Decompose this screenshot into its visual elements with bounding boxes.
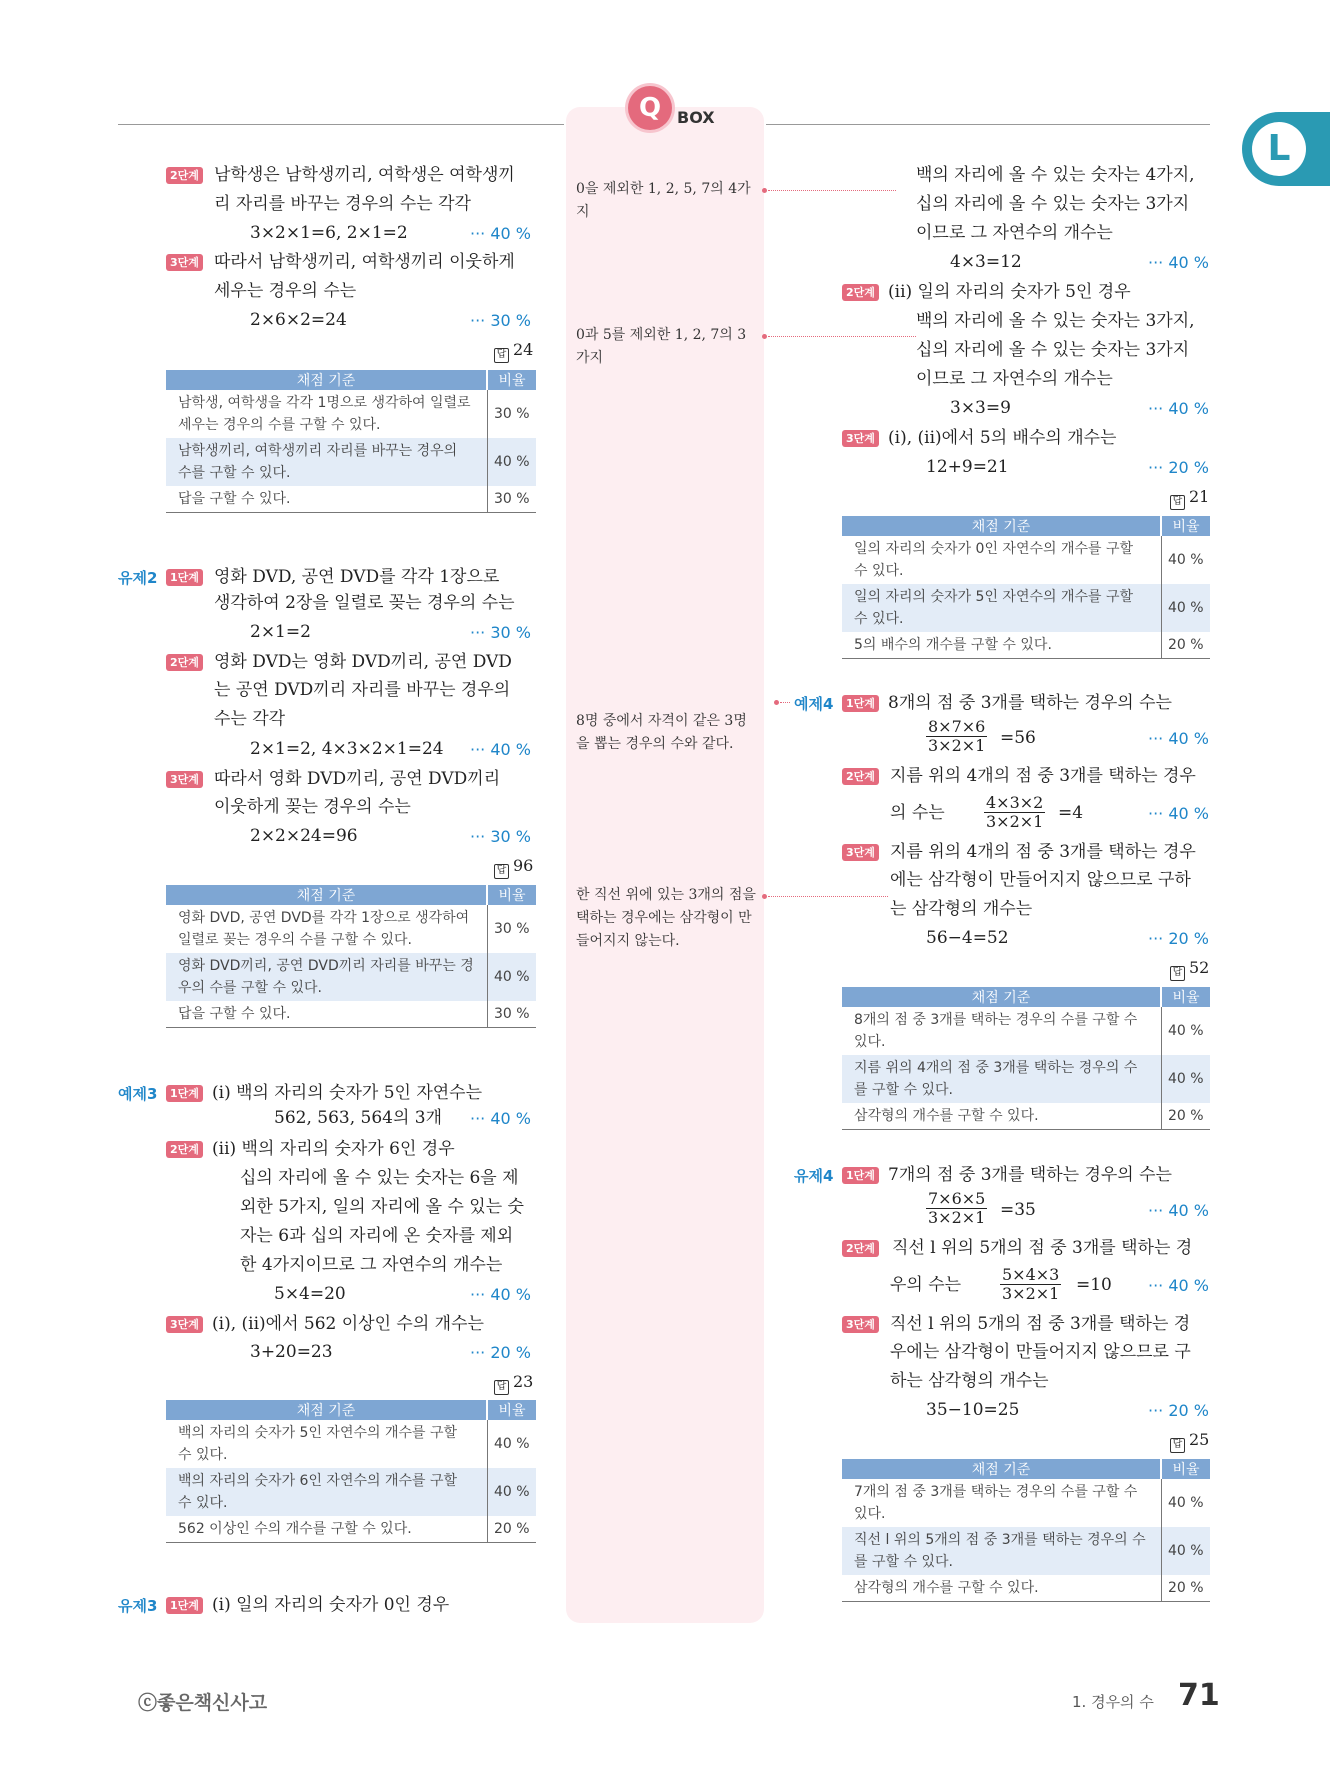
score-percent: ··· 40 % [470, 1285, 531, 1304]
criteria-header: 채점 기준 [166, 370, 487, 390]
ratio-header: 비율 [1161, 1459, 1210, 1479]
ratio-cell: 40 % [487, 438, 536, 486]
ratio-cell: 40 % [487, 953, 536, 1001]
score-percent: ··· 40 % [470, 224, 531, 243]
step-badge: 2단계 [166, 167, 203, 184]
table-header [842, 1459, 1210, 1479]
criteria-cell: 영화 DVD끼리, 공연 DVD끼리 자리를 바꾸는 경우의 수를 구할 수 있다. [166, 953, 487, 1001]
ratio-cell: 30 % [487, 905, 536, 953]
step-badge: 2단계 [166, 1141, 203, 1158]
answer-icon: 답 [494, 1380, 509, 1395]
equation: 56−4=52 [926, 928, 1009, 948]
score-percent: ··· 30 % [470, 827, 531, 846]
criteria-cell: 남학생끼리, 여학생끼리 자리를 바꾸는 경우의 수를 구할 수 있다. [166, 438, 487, 486]
equation: =10 [1076, 1275, 1112, 1295]
score-percent: ··· 40 % [1148, 399, 1209, 418]
text-line: 자는 6과 십의 자리에 온 숫자를 제외 [240, 1226, 514, 1246]
ratio-cell: 40 % [1161, 1007, 1210, 1055]
criteria-cell: 남학생, 여학생을 각각 1명으로 생각하여 일렬로 세우는 경우의 수를 구할 수 있다. [178, 395, 471, 433]
example-label: 예제4 [794, 695, 834, 713]
equation: 2×6×2=24 [250, 310, 347, 330]
table-row [842, 1575, 1210, 1602]
table-row [842, 1055, 1210, 1103]
ratio-header: 비율 [487, 370, 536, 390]
equation: 4×3=12 [950, 252, 1022, 272]
criteria-table [842, 516, 1210, 659]
note-leader [780, 702, 790, 703]
header-rule-left [118, 124, 564, 125]
side-note: 0과 5를 제외한 1, 2, 7의 3가지 [576, 327, 747, 366]
note-pointer [774, 700, 779, 705]
page-number: 71 [1178, 1678, 1220, 1713]
equation: 3+20=23 [250, 1342, 333, 1362]
criteria-table [166, 885, 536, 1028]
text-line: 하는 삼각형의 개수는 [890, 1371, 1049, 1391]
criteria-table [166, 1400, 536, 1543]
fraction: $\frac{7\times 6\times 5}{3\times 2\times 1}$ [928, 1189, 986, 1227]
step-badge: 3단계 [842, 430, 879, 447]
equation: =4 [1058, 803, 1084, 823]
side-note: 0을 제외한 1, 2, 5, 7의 4가지 [576, 181, 751, 220]
table-row [166, 1468, 536, 1516]
step-badge: 1단계 [842, 1167, 879, 1184]
ratio-cell: 40 % [1161, 1479, 1210, 1527]
equation: 2×1=2, 4×3×2×1=24 [250, 739, 444, 759]
table-row [166, 905, 536, 953]
score-percent: ··· 40 % [1148, 804, 1209, 823]
criteria-cell: 답을 구할 수 있다. [166, 1001, 487, 1028]
answer: 답 96 [494, 856, 533, 879]
note-pointer [762, 188, 767, 193]
criteria-cell: 백의 자리의 숫자가 6인 자연수의 개수를 구할 수 있다. [166, 1468, 487, 1516]
score-percent: ··· 40 % [470, 740, 531, 759]
equation: 562, 563, 564의 3개 [274, 1108, 443, 1128]
table-header [166, 370, 536, 390]
answer: 답 23 [494, 1372, 533, 1395]
score-percent: ··· 20 % [1148, 1401, 1209, 1420]
table-row [166, 438, 536, 486]
criteria-cell: 영화 DVD, 공연 DVD를 각각 1장으로 생각하여 일렬로 꽂는 경우의 수를 구할 수 있다. [178, 910, 470, 948]
text-line: 십의 자리에 올 수 있는 숫자는 3가지 [916, 194, 1190, 214]
text-line: 십의 자리에 올 수 있는 숫자는 3가지 [916, 340, 1190, 360]
text-line: 세우는 경우의 수는 [214, 281, 357, 301]
chapter-tab [1242, 112, 1330, 186]
ratio-cell: 20 % [487, 1516, 536, 1543]
text-line: 지름 위의 4개의 점 중 3개를 택하는 경우 [890, 766, 1196, 786]
example-label: 유제3 [118, 1597, 158, 1615]
equation: 2×1=2 [250, 622, 311, 642]
equation: =35 [1000, 1200, 1036, 1220]
step-badge: 3단계 [842, 844, 879, 861]
text-line: 한 4가지이므로 그 자연수의 개수는 [240, 1255, 503, 1275]
ratio-cell: 30 % [487, 390, 536, 438]
fraction: $\frac{5\times 4\times 3}{3\times 2\times 1}$ [1002, 1265, 1060, 1303]
text-line: (i) 일의 자리의 숫자가 0인 경우 [212, 1595, 450, 1615]
criteria-cell: 백의 자리의 숫자가 5인 자연수의 개수를 구할 수 있다. [178, 1425, 458, 1463]
ratio-header: 비율 [487, 1400, 536, 1420]
equation: 12+9=21 [926, 457, 1009, 477]
text-line: 수는 각각 [214, 709, 286, 729]
text-line: 는 공연 DVD끼리 자리를 바꾸는 경우의 [214, 680, 511, 700]
answer: 답 52 [1170, 958, 1209, 981]
text-line: 7개의 점 중 3개를 택하는 경우의 수는 [888, 1165, 1172, 1185]
step-badge: 2단계 [842, 284, 879, 301]
criteria-cell: 8개의 점 중 3개를 택하는 경우의 수를 구할 수 있다. [854, 1012, 1138, 1050]
fraction: $\frac{8\times 7\times 6}{3\times 2\times 1}$ [928, 717, 986, 755]
criteria-cell: 삼각형의 개수를 구할 수 있다. [842, 1103, 1161, 1130]
text-line: 이웃하게 꽂는 경우의 수는 [214, 797, 411, 817]
side-note: 한 직선 위에 있는 3개의 점을 택하는 경우에는 삼각형이 만들어지지 않는다. [576, 887, 756, 949]
ratio-header: 비율 [1161, 516, 1210, 536]
ratio-cell: 40 % [487, 1420, 536, 1468]
ratio-cell: 40 % [1161, 584, 1210, 632]
score-percent: ··· 40 % [1148, 1276, 1209, 1295]
fraction: $\frac{4\times 3\times 2}{3\times 2\times 1}$ [986, 793, 1044, 831]
chapter-title: 1. 경우의 수 [1072, 1693, 1154, 1711]
table-header [166, 885, 536, 905]
criteria-cell: 5의 배수의 개수를 구할 수 있다. [842, 632, 1161, 659]
answer-icon: 답 [1170, 495, 1185, 510]
text-line: 에는 삼각형이 만들어지지 않으므로 구하 [890, 870, 1191, 890]
table-header [842, 516, 1210, 536]
text-line: 의 수는 [890, 803, 945, 823]
header-rule-right [766, 124, 1210, 125]
equation: =56 [1000, 728, 1036, 748]
criteria-cell: 일의 자리의 숫자가 0인 자연수의 개수를 구할 수 있다. [854, 541, 1134, 579]
text-line: 남학생은 남학생끼리, 여학생은 여학생끼 [214, 165, 515, 185]
score-percent: ··· 20 % [1148, 929, 1209, 948]
equation: 5×4=20 [274, 1284, 346, 1304]
example-label: 유제4 [794, 1167, 834, 1185]
answer-icon: 답 [494, 348, 509, 363]
text-line: 생각하여 2장을 일렬로 꽂는 경우의 수는 [214, 593, 515, 613]
text-line: 이므로 그 자연수의 개수는 [916, 223, 1113, 243]
criteria-header: 채점 기준 [166, 885, 487, 905]
answer: 답 24 [494, 340, 533, 363]
criteria-header: 채점 기준 [842, 987, 1161, 1007]
table-row [842, 1527, 1210, 1575]
table-header [842, 987, 1210, 1007]
answer: 답 25 [1170, 1430, 1209, 1453]
text-line: 8개의 점 중 3개를 택하는 경우의 수는 [888, 693, 1172, 713]
text-line: 외한 5가지, 일의 자리에 올 수 있는 숫 [240, 1197, 524, 1217]
step-badge: 1단계 [166, 1085, 203, 1102]
ratio-cell: 20 % [1161, 1575, 1210, 1602]
criteria-cell: 답을 구할 수 있다. [166, 486, 487, 513]
text-line: 이므로 그 자연수의 개수는 [916, 369, 1113, 389]
score-percent: ··· 40 % [1148, 1201, 1209, 1220]
text-line: 영화 DVD는 영화 DVD끼리, 공연 DVD [214, 652, 512, 672]
text-line: 우에는 삼각형이 만들어지지 않으므로 구 [890, 1342, 1191, 1362]
table-row [842, 1007, 1210, 1055]
q-badge: Q [628, 86, 672, 130]
note-pointer [762, 894, 767, 899]
text-line: (i), (ii)에서 562 이상인 수의 개수는 [212, 1314, 484, 1334]
text-line: (ii) 일의 자리의 숫자가 5인 경우 [888, 282, 1131, 302]
note-leader [768, 896, 888, 897]
step-badge: 3단계 [166, 771, 203, 788]
criteria-header: 채점 기준 [842, 516, 1161, 536]
answer-icon: 답 [494, 864, 509, 879]
table-row [166, 390, 536, 438]
criteria-cell: 지름 위의 4개의 점 중 3개를 택하는 경우의 수를 구할 수 있다. [842, 1055, 1161, 1103]
criteria-table [166, 370, 536, 513]
example-label: 유제2 [118, 569, 158, 587]
text-line: 따라서 영화 DVD끼리, 공연 DVD끼리 [214, 769, 501, 789]
score-percent: ··· 30 % [470, 623, 531, 642]
table-header [166, 1400, 536, 1420]
equation: 3×3=9 [950, 398, 1011, 418]
note-pointer [762, 334, 767, 339]
note-leader [768, 336, 916, 337]
score-percent: ··· 40 % [1148, 729, 1209, 748]
criteria-cell: 일의 자리의 숫자가 5인 자연수의 개수를 구할 수 있다. [842, 584, 1161, 632]
score-percent: ··· 30 % [470, 311, 531, 330]
text-line: 리 자리를 바꾸는 경우의 수는 각각 [214, 194, 471, 214]
text-line: 직선 l 위의 5개의 점 중 3개를 택하는 경 [890, 1314, 1191, 1334]
publisher-logo: ⓒ좋은책신사고 [138, 1692, 268, 1714]
ratio-cell: 30 % [487, 1001, 536, 1028]
text-line: 십의 자리에 올 수 있는 숫자는 6을 제 [240, 1168, 519, 1188]
note-leader [768, 190, 896, 191]
answer-icon: 답 [1170, 1438, 1185, 1453]
equation: 3×2×1=6, 2×1=2 [250, 223, 408, 243]
table-row [166, 1516, 536, 1543]
ratio-header: 비율 [1161, 987, 1210, 1007]
text-line: 백의 자리에 올 수 있는 숫자는 3가지, [916, 311, 1195, 331]
criteria-cell: 직선 l 위의 5개의 점 중 3개를 택하는 경우의 수를 구할 수 있다. [842, 1527, 1161, 1575]
ratio-cell: 40 % [487, 1468, 536, 1516]
text-line: 직선 l 위의 5개의 점 중 3개를 택하는 경 [892, 1238, 1193, 1258]
text-line: 지름 위의 4개의 점 중 3개를 택하는 경우 [890, 842, 1196, 862]
score-percent: ··· 20 % [470, 1343, 531, 1362]
box-label: BOX [677, 108, 715, 127]
table-row [166, 953, 536, 1001]
table-row [166, 1001, 536, 1028]
side-note: 8명 중에서 자격이 같은 3명을 뽑는 경우의 수와 같다. [576, 713, 747, 752]
chapter-tab-letter: L [1252, 122, 1306, 176]
criteria-cell: 삼각형의 개수를 구할 수 있다. [842, 1575, 1161, 1602]
text-line: 우의 수는 [890, 1275, 962, 1295]
text-line: 백의 자리에 올 수 있는 숫자는 4가지, [916, 165, 1195, 185]
text-line: (i), (ii)에서 5의 배수의 개수는 [888, 428, 1117, 448]
text-line: (i) 백의 자리의 숫자가 5인 자연수는 [212, 1083, 483, 1103]
step-badge: 3단계 [166, 1316, 203, 1333]
table-row [842, 1103, 1210, 1130]
score-percent: ··· 40 % [470, 1109, 531, 1128]
step-badge: 1단계 [166, 1597, 203, 1614]
ratio-cell: 40 % [1161, 1055, 1210, 1103]
step-badge: 3단계 [166, 254, 203, 271]
equation: 35−10=25 [926, 1400, 1020, 1420]
ratio-header: 비율 [487, 885, 536, 905]
criteria-cell: 562 이상인 수의 개수를 구할 수 있다. [166, 1516, 487, 1543]
table-row [842, 632, 1210, 659]
table-row [842, 536, 1210, 584]
step-badge: 2단계 [842, 768, 879, 785]
table-row [842, 1479, 1210, 1527]
answer: 답 21 [1170, 487, 1209, 510]
criteria-header: 채점 기준 [842, 1459, 1161, 1479]
ratio-cell: 30 % [487, 486, 536, 513]
answer-icon: 답 [1170, 966, 1185, 981]
step-badge: 2단계 [842, 1240, 879, 1257]
step-badge: 3단계 [842, 1316, 879, 1333]
text-line: 는 삼각형의 개수는 [890, 899, 1033, 919]
table-row [166, 486, 536, 513]
ratio-cell: 40 % [1161, 1527, 1210, 1575]
example-label: 예제3 [118, 1085, 158, 1103]
criteria-header: 채점 기준 [166, 1400, 487, 1420]
score-percent: ··· 40 % [1148, 253, 1209, 272]
ratio-cell: 20 % [1161, 1103, 1210, 1130]
text-line: 영화 DVD, 공연 DVD를 각각 1장으로 [214, 567, 500, 587]
table-row [166, 1420, 536, 1468]
step-badge: 2단계 [166, 654, 203, 671]
equation: 2×2×24=96 [250, 826, 358, 846]
ratio-cell: 20 % [1161, 632, 1210, 659]
criteria-table [842, 1459, 1210, 1602]
text-line: 따라서 남학생끼리, 여학생끼리 이웃하게 [214, 252, 515, 272]
ratio-cell: 40 % [1161, 536, 1210, 584]
step-badge: 1단계 [842, 695, 879, 712]
table-row [842, 584, 1210, 632]
criteria-cell: 7개의 점 중 3개를 택하는 경우의 수를 구할 수 있다. [854, 1484, 1138, 1522]
criteria-table [842, 987, 1210, 1130]
text-line: (ii) 백의 자리의 숫자가 6인 경우 [212, 1139, 455, 1159]
step-badge: 1단계 [166, 569, 203, 586]
score-percent: ··· 20 % [1148, 458, 1209, 477]
